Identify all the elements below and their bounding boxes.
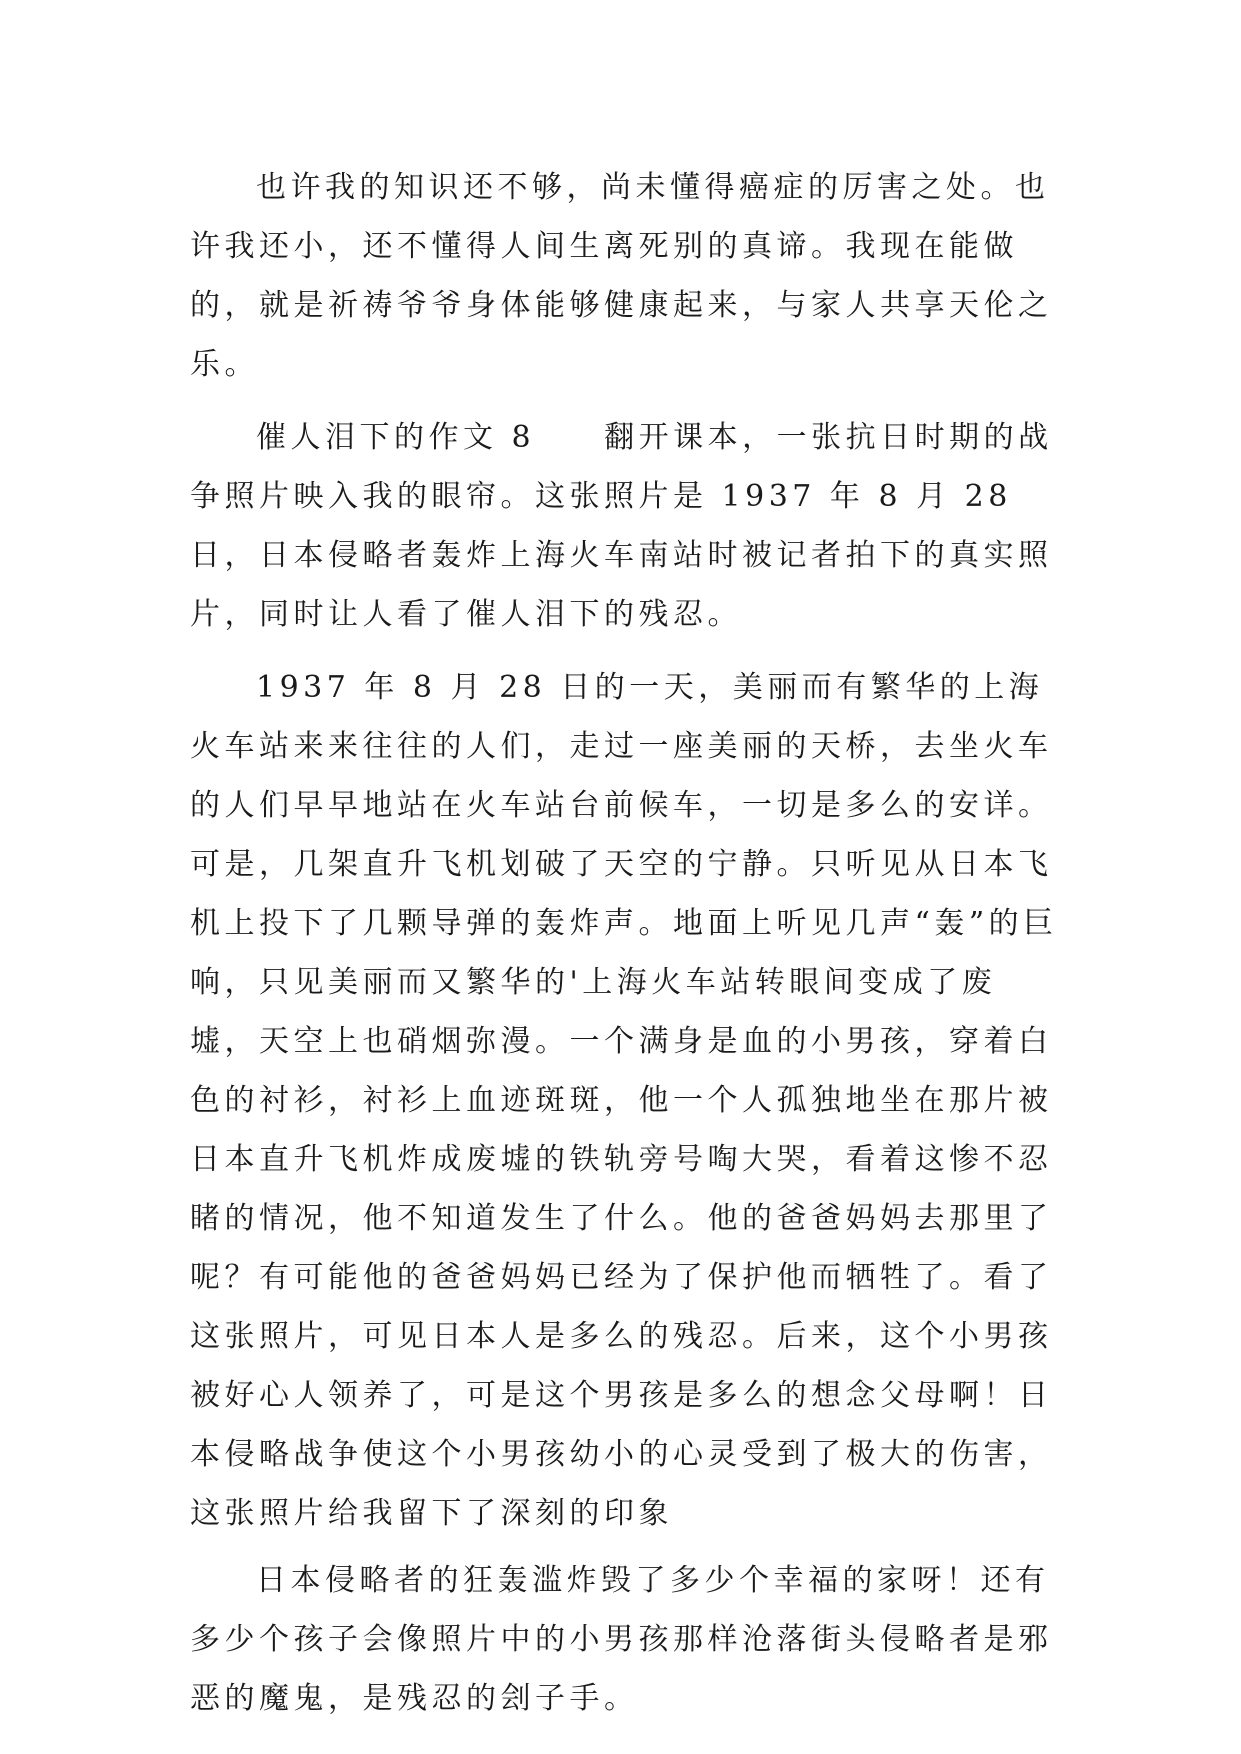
paragraph-2: 催人泪下的作文 8 翻开课本，一张抗日时期的战争照片映入我的眼帘。这张照片是 1937 年 8 月 28 日，日本侵略者轰炸上海火车南站时被记者拍下的真实照片，同时让人看了催人泪下的残忍。 bbox=[190, 420, 1053, 632]
paragraph-1: 也许我的知识还不够，尚未懂得癌症的厉害之处。也许我还小，还不懂得人间生离死别的真谛。我现在能做的，就是祈祷爷爷身体能够健康起来，与家人共享天伦之乐。 bbox=[190, 170, 1053, 382]
paragraph-4: 日本侵略者的狂轰滥炸毁了多少个幸福的家呀！还有多少个孩子会像照片中的小男孩那样沧落街头侵略者是邪恶的魔鬼，是残忍的刽子手。 bbox=[190, 1563, 1053, 1716]
paragraph-3: 1937 年 8 月 28 日的一天，美丽而有繁华的上海火车站来来往往的人们，走过一座美丽的天桥，去坐火车的人们早早地站在火车站台前候车，一切是多么的安详。可是，几架直升飞机划破了天空的宁静。只听见从日本飞机上投下了几颗导弹的轰炸声。地面上听见几声“轰”的巨响，只见美丽而又繁华的'上海火车站转眼间变成了废墟，天空上也硝烟弥漫。一个满身是血的小男孩，穿着白色的衬衫，衬衫上血迹斑斑，他一个人孤独地坐在那片被日本直升飞机炸成废墟的铁轨旁号啕大哭，看着这惨不忍睹的情况，他不知道发生了什么。他的爸爸妈妈去那里了呢？有可能他的爸爸妈妈已经为了保护他而牺牲了。看了这张照片，可见日本人是多么的残忍。后来，这个小男孩被好心人领养了，可是这个男孩是多么的想念父母啊！日本侵略战争使这个小男孩幼小的心灵受到了极大的伤害，这张照片给我留下了深刻的印象 bbox=[190, 670, 1058, 1531]
document-body bbox=[190, 158, 1060, 1728]
